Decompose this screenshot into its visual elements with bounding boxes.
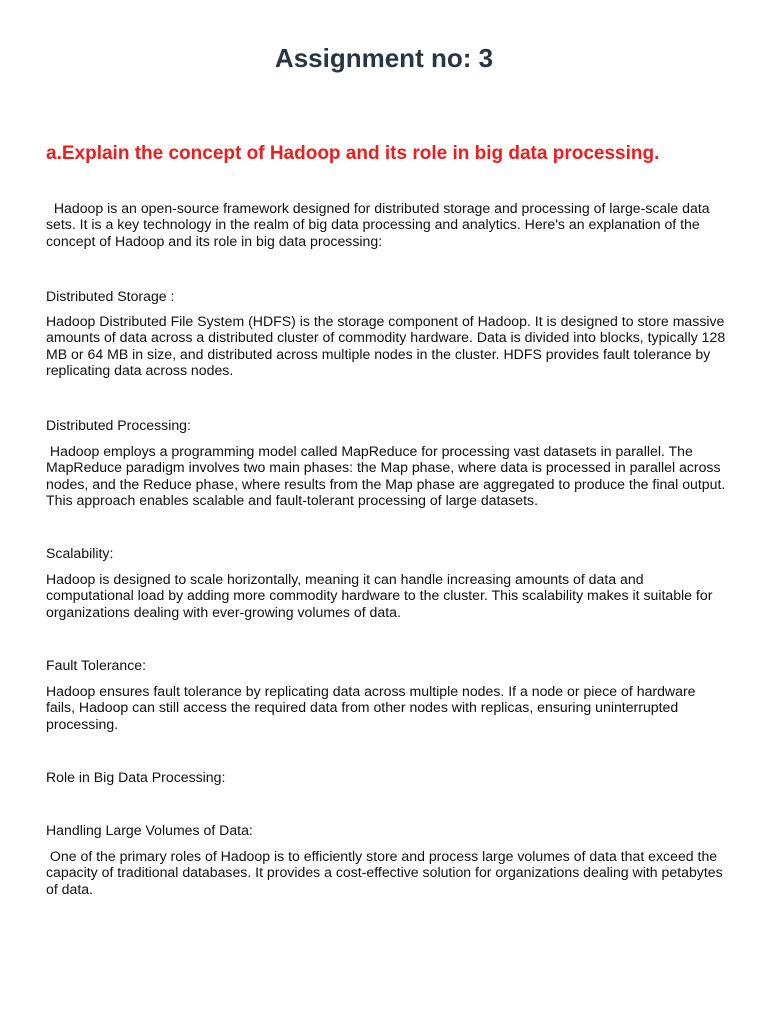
role-heading: Role in Big Data Processing: (46, 769, 226, 785)
section-heading-distributed-processing: Distributed Processing: (46, 417, 191, 433)
section-body-distributed-processing: Hadoop employs a programming model called MapReduce for processing vast datasets in parallel. The MapReduce paradigm involves two main phases: the Map phase, where data is processed in parallel across nodes, and the Reduce phase, where results from the Map phase are aggregated to produce the final output. This approach enables scalable and fault-tolerant processing of large datasets. (46, 443, 729, 509)
subsection-heading-large-volumes: Handling Large Volumes of Data: (46, 822, 253, 838)
page-title: Assignment no: 3 (274, 43, 494, 73)
section-heading-scalability: Scalability: (46, 545, 114, 561)
question-heading: a.Explain the concept of Hadoop and its role in big data processing. (46, 143, 660, 164)
section-body-distributed-storage: Hadoop Distributed File System (HDFS) is the storage component of Hadoop. It is designed to store massive amounts of data across a distributed cluster of commodity hardware. Data is divided into blocks, typically 128 MB or 64 MB in size, and distributed across multiple nodes in the cluster. HDFS provides fault tolerance by replicating data across nodes. (46, 313, 730, 379)
section-body-fault-tolerance: Hadoop ensures fault tolerance by replicating data across multiple nodes. If a node or piece of hardware fails, Hadoop can still access the required data from other nodes with replicas, ensuring uninterrupted processing. (46, 683, 700, 732)
section-body-scalability: Hadoop is designed to scale horizontally, meaning it can handle increasing amounts of data and computational load by adding more commodity hardware to the cluster. This scalability makes it suitable for organizations dealing with ever-growing volumes of data. (46, 571, 717, 620)
intro-paragraph: Hadoop is an open-source framework designed for distributed storage and processing of large-scale data sets. It is a key technology in the realm of big data processing and analytics. Here's an explanation of the concept of Hadoop and its role in big data processing: (46, 200, 714, 249)
section-heading-distributed-storage: Distributed Storage : (46, 288, 175, 304)
section-heading-fault-tolerance: Fault Tolerance: (46, 657, 147, 673)
subsection-body-large-volumes: One of the primary roles of Hadoop is to efficiently store and process large volumes of data that exceed the capacity of traditional databases. It provides a cost-effective solution for organizations dealing with petabytes of data. (46, 848, 727, 897)
